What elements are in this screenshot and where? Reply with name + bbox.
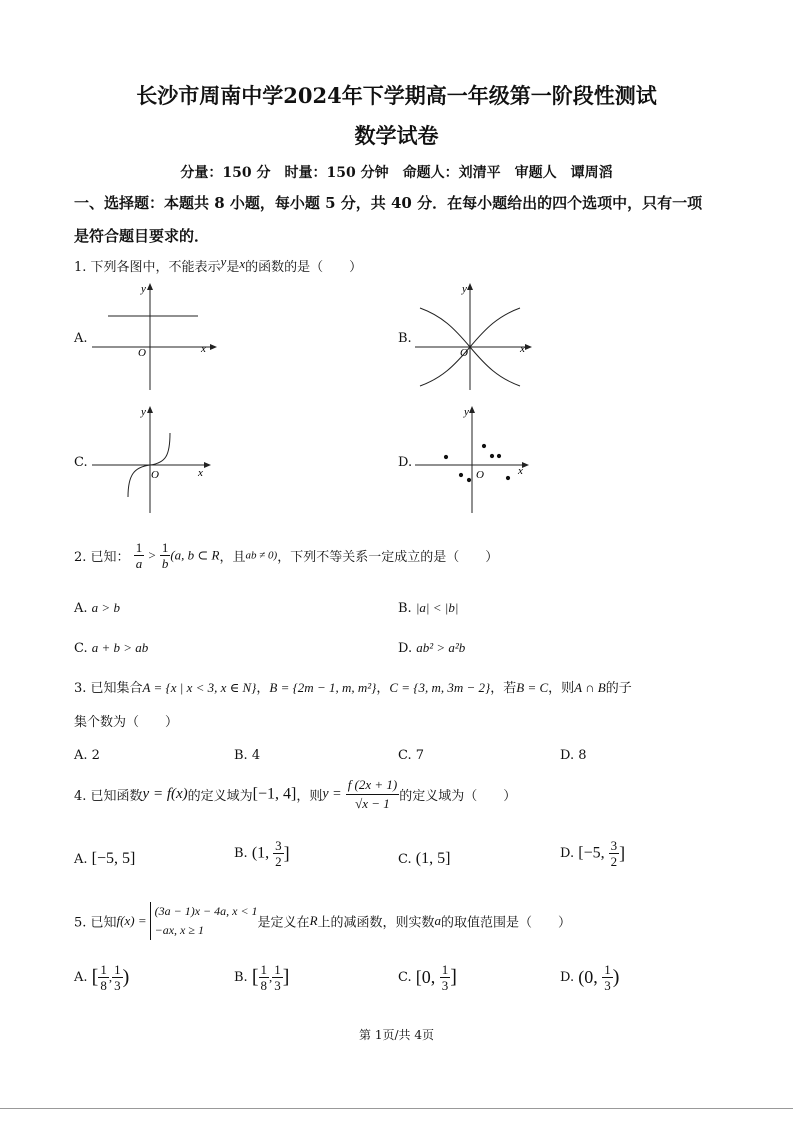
q2-fraction-1a: $\frac{1}{a}$ bbox=[135, 540, 143, 571]
svg-text:y: y bbox=[462, 283, 467, 295]
svg-text:y: y bbox=[141, 283, 146, 295]
q5-option-d: D. (0, $\frac{1}{3}$ ) bbox=[560, 962, 620, 993]
q1-graph-a bbox=[88, 280, 218, 392]
page-bottom-rule bbox=[0, 1108, 793, 1109]
svg-text:O: O bbox=[460, 347, 468, 359]
q1-graph-c bbox=[88, 403, 218, 515]
question-4-stem: 4. 已知函数y = f(x)的定义域为[−1, 4]，则y = $\frac{f (2x + 1)}{√x - 1}$ 的定义域为（ ） bbox=[74, 777, 517, 811]
q5-option-b: B. [ $\frac{1}{8}$ , $\frac{1}{3}$ ] bbox=[234, 962, 290, 993]
page-footer: 第 1页/共 4页 bbox=[359, 1028, 434, 1042]
q2-option-d: D. ab² > a²b bbox=[398, 640, 466, 656]
q1-option-d-label: D. bbox=[398, 455, 413, 470]
q5-piecewise: (3a − 1)x − 4a, x < 1 −ax, x ≥ 1 bbox=[150, 902, 258, 940]
q4-option-c: C. (1, 5] bbox=[398, 850, 451, 867]
svg-text:y: y bbox=[464, 406, 469, 418]
svg-text:x: x bbox=[198, 467, 203, 479]
q2-option-a: A. a > b bbox=[74, 600, 120, 616]
exam-title: 长沙市周南中学2024年下学期高一年级第一阶段性测试 bbox=[136, 83, 657, 108]
q1-option-b-label: B. bbox=[398, 331, 412, 346]
question-1-stem: 1. 下列各图中，不能表示y是x的函数的是（ ） bbox=[74, 254, 363, 275]
section-heading-line1: 一、选择题：本题共 8 小题，每小题 5 分，共 40 分．在每小题给出的四个选项中，只有一项 bbox=[74, 194, 703, 212]
q2-option-b: B. |a| < |b| bbox=[398, 600, 459, 616]
q3-option-c: C. 7 bbox=[398, 748, 425, 763]
q1-graph-b bbox=[410, 280, 535, 392]
q2-option-c: C. a + b > ab bbox=[74, 640, 149, 656]
q4-option-b: B. (1, $\frac{3}{2}$ ] bbox=[234, 838, 290, 869]
q5-option-c: C. [0, $\frac{1}{3}$ ] bbox=[398, 962, 457, 993]
question-5-stem: 5. 已知f(x) = (3a − 1)x − 4a, x < 1 −ax, x ≥ 1 是定义在R上的减函数，则实数a的取值范围是（ ） bbox=[74, 902, 571, 940]
svg-text:O: O bbox=[138, 347, 146, 359]
question-3-stem: 3. 已知集合A = {x | x < 3, x ∈ N}，B = {2m − 1, m, m²}，C = {3, m, 3m − 2}，若B = C，则A ∩ B的子 bbox=[74, 680, 632, 696]
q3-option-b: B. 4 bbox=[234, 748, 261, 763]
q3-option-a: A. 2 bbox=[74, 748, 100, 763]
svg-text:x: x bbox=[520, 343, 525, 355]
q4-option-d: D. [−5, $\frac{3}{2}$ ] bbox=[560, 838, 626, 869]
exam-meta: 分量：150 分 时量：150 分钟 命题人：刘清平 审题人 谭周滔 bbox=[180, 165, 613, 181]
q5-option-a: A. [ $\frac{1}{8}$ , $\frac{1}{3}$ ) bbox=[74, 962, 130, 993]
q1-graph-d bbox=[410, 403, 535, 515]
q1-option-c-label: C. bbox=[74, 455, 88, 470]
q2-fraction-1b: $\frac{1}{b}$ bbox=[161, 540, 169, 571]
svg-text:x: x bbox=[201, 343, 206, 355]
q4-fraction: $\frac{f (2x + 1)}{√x - 1}$ bbox=[347, 777, 398, 811]
question-2-stem: 2. 已知： $\frac{1}{a}$ > $\frac{1}{b}$ (a, b ⊂ R，且ab ≠ 0)，下列不等关系一定成立的是（ ） bbox=[74, 540, 499, 571]
svg-text:O: O bbox=[151, 469, 159, 481]
q3-option-d: D. 8 bbox=[560, 748, 587, 763]
svg-text:y: y bbox=[141, 406, 146, 418]
q4-option-a: A. [−5, 5] bbox=[74, 850, 136, 867]
q1-option-a-label: A. bbox=[74, 331, 88, 346]
svg-text:x: x bbox=[518, 465, 523, 477]
exam-subtitle: 数学试卷 bbox=[354, 123, 439, 148]
question-3-stem-cont: 集个数为（ ） bbox=[74, 715, 179, 730]
svg-text:O: O bbox=[476, 469, 484, 481]
section-heading-line2: 是符合题目要求的． bbox=[74, 227, 210, 245]
